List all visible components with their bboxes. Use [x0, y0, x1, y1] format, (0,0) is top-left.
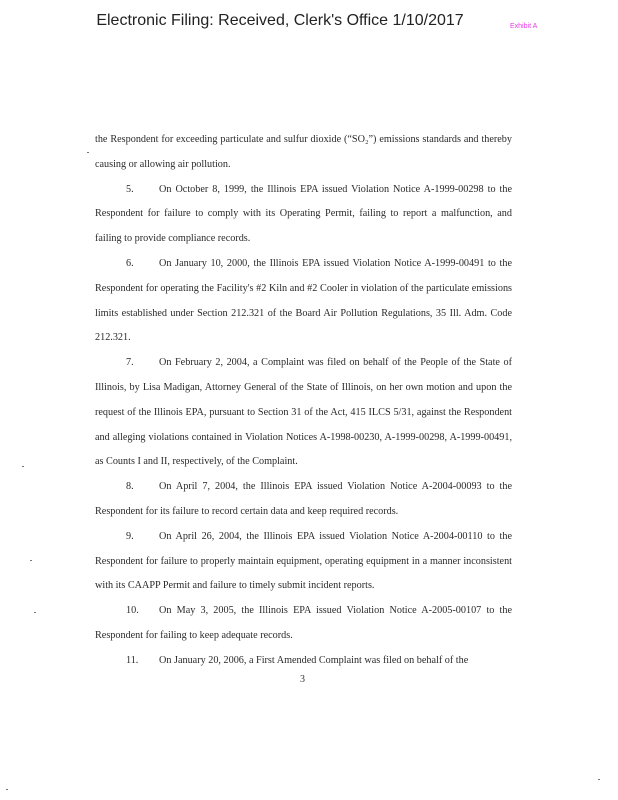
paragraph-number: 10.: [126, 605, 139, 617]
paragraph-continued: [95, 128, 512, 178]
electronic-filing-stamp: Electronic Filing: Received, Clerk's Office 1/10/2017: [96, 12, 464, 29]
paragraph-6: [95, 252, 512, 351]
paragraph-text: On April 7, 2004, the Illinois EPA issued Violation Notice A-2004-00093 to the Respondent for its failure to record certain data and keep required records.: [95, 481, 512, 517]
scan-speck: [30, 560, 32, 561]
paragraph-number: 6.: [126, 257, 134, 269]
scan-speck: [6, 789, 8, 790]
paragraph-number: 8.: [126, 481, 134, 493]
paragraph-text: On January 20, 2006, a First Amended Complaint was filed on behalf of the: [159, 654, 469, 666]
document-body: [95, 128, 512, 674]
paragraph-11: [95, 649, 512, 674]
paragraph-9: [95, 525, 512, 599]
paragraph-10: [95, 599, 512, 649]
paragraph-text: On January 10, 2000, the Illinois EPA issued Violation Notice A-1999-00491 to the Respondent for operating the Facility's #2 Kiln and #2 Cooler in violation of the particulate emissions limits established under Section 212.321 of the Board Air Pollution Regulations, 35 Ill. Adm. Code 212.321.: [95, 257, 512, 344]
paragraph-5: [95, 178, 512, 252]
paragraph-number: 5.: [126, 183, 134, 195]
paragraph-7: [95, 351, 512, 475]
paragraph-text: On February 2, 2004, a Complaint was filed on behalf of the People of the State of Illinois, by Lisa Madigan, Attorney General of the State of Illinois, on her own motion and upon the request of the Illinois EPA, pursuant to Section 31 of the Act, 415 ILCS 5/31, against the Respondent and alleging violations contained in Violation Notices A-1998-00230, A-1999-00298, A-1999-00491, as Counts I and II, respectively, of the Complaint.: [95, 357, 512, 468]
page-number: 3: [300, 674, 305, 685]
paragraph-text: On April 26, 2004, the Illinois EPA issued Violation Notice A-2004-00110 to the Respondent for failure to properly maintain equipment, operating equipment in a manner inconsistent with its CAAPP Permit and failure to timely submit incident reports.: [95, 530, 512, 592]
paragraph-number: 7.: [126, 357, 134, 369]
paragraph-number: 9.: [126, 530, 134, 542]
paragraph-text: On May 3, 2005, the Illinois EPA issued Violation Notice A-2005-00107 to the Respondent for failing to keep adequate records.: [95, 605, 512, 641]
scan-speck: [22, 466, 24, 467]
scan-speck: [87, 152, 89, 153]
paragraph-text: the Respondent for exceeding particulate and sulfur dioxide (“SO₂”) emissions standards and thereby causing or allowing air pollution.: [95, 134, 512, 170]
scan-speck: [598, 779, 600, 780]
paragraph-8: [95, 475, 512, 525]
paragraph-number: 11.: [126, 654, 139, 666]
paragraph-text: On October 8, 1999, the Illinois EPA issued Violation Notice A-1999-00298 to the Respondent for failure to comply with its Operating Permit, failing to report a malfunction, and failing to provide compliance records.: [95, 183, 512, 245]
exhibit-label: Exhibit A: [510, 23, 538, 30]
scan-speck: [34, 612, 36, 613]
